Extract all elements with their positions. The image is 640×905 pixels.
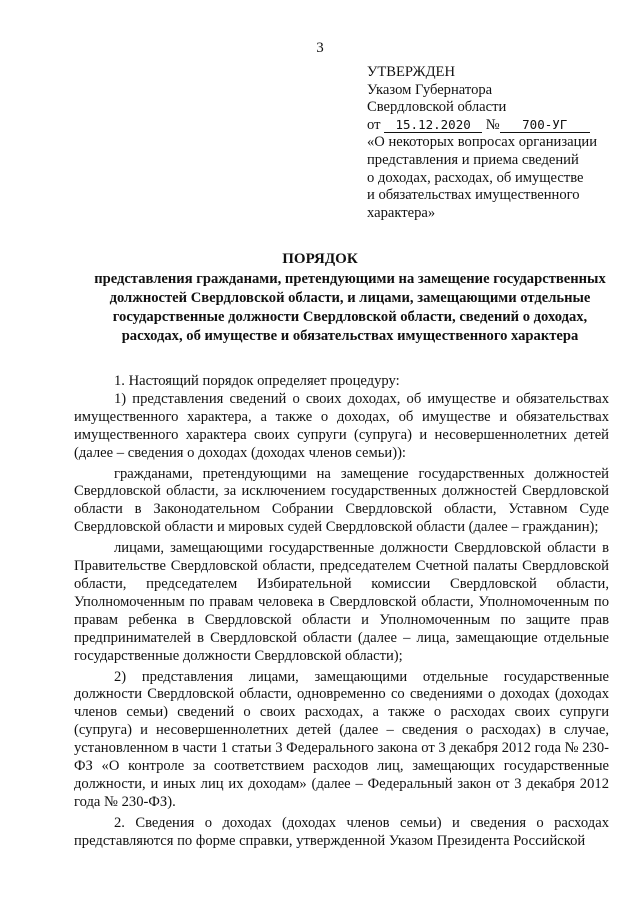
decree-date: 15.12.2020	[384, 118, 482, 133]
approval-ref-5: характера»	[367, 204, 436, 221]
approval-decree: Указом Губернатора	[367, 81, 493, 98]
approval-ref-3: о доходах, расходах, об имуществе	[367, 169, 584, 186]
paragraph-1-2: 2) представления лицами, замещающими отдельные государственные должности Свердловской области, одновременно со сведениями о доходах (доходах членов семьи) сведений о своих расходах, а также о расходах своих супруги (супруга) и несовершеннолетних детей (далее – сведения о расходах) в случае, установленном в части 1 статьи 3 Федерального закона от 3 декабря 2012 года № 230-ФЗ «О контроле за соответствием расходов лиц, замещающих государственные должности, и иных лиц их доходам» (далее – Федеральный закон от 3 декабря 2012 года № 230-ФЗ).	[74, 668, 609, 810]
approval-stamp	[367, 64, 627, 222]
document-subtitle	[82, 270, 618, 346]
document-body	[74, 373, 609, 851]
approval-region: Свердловской области	[367, 99, 507, 116]
document-title: ПОРЯДОК	[282, 251, 358, 267]
approval-ref-4: и обязательствах имущественного	[367, 187, 580, 204]
decree-number: 700-УГ	[500, 118, 590, 133]
approval-heading: УТВЕРЖДЕН	[367, 64, 455, 80]
approval-ref-1: «О некоторых вопросах организации	[367, 134, 598, 151]
number-prefix: №	[485, 116, 500, 133]
subtitle-line-4: расходах, об имуществе и обязательствах имущественного характера	[121, 328, 579, 344]
paragraph-2: 2. Сведения о доходах (доходах членов семьи) и сведения о расходах представляются по форме справки, утвержденной Указом Президента Российской	[74, 814, 609, 849]
subtitle-line-1: представления гражданами, претендующими на замещение государственных	[94, 271, 606, 287]
approval-ref-2: представления и приема сведений	[367, 151, 579, 168]
paragraph-officials: лицами, замещающими государственные должности Свердловской области в Правительстве Свердловской области, председателем Счетной палаты Свердловской области, председателем Избирательной комиссии Свердловской области, Уполномоченным по правам человека в Свердловской области, Уполномоченным по правам ребенка в Свердловской области и Уполномоченным по защите прав предпринимателей в Свердловской области (далее – лица, замещающие отдельные государственные должности Свердловской области);	[74, 540, 609, 664]
paragraph-citizens: гражданами, претендующими на замещение государственных должностей Свердловской области, за исключением государственных должностей Свердловской области в Законодательном Собрании Свердловской области, Уставном Суде Свердловской области и мировых судей Свердловской области (далее – гражданин);	[74, 465, 609, 536]
date-prefix: от	[367, 116, 381, 133]
page-number: 3	[316, 40, 324, 56]
paragraph-1-1: 1) представления сведений о своих доходах, об имуществе и обязательствах имущественного характера, а также о доходах, об имуществе и обязательствах имущественного характера своих супруги (супруга) и несовершеннолетних детей (далее – сведения о доходах (доходах членов семьи)):	[74, 390, 609, 461]
paragraph-1: 1. Настоящий порядок определяет процедуру:	[114, 373, 400, 389]
subtitle-line-3: государственные должности Свердловской области, сведений о доходах,	[112, 309, 588, 325]
subtitle-line-2: должностей Свердловской области, и лицами, замещающими отдельные	[109, 290, 591, 306]
approval-date-line	[367, 117, 627, 135]
